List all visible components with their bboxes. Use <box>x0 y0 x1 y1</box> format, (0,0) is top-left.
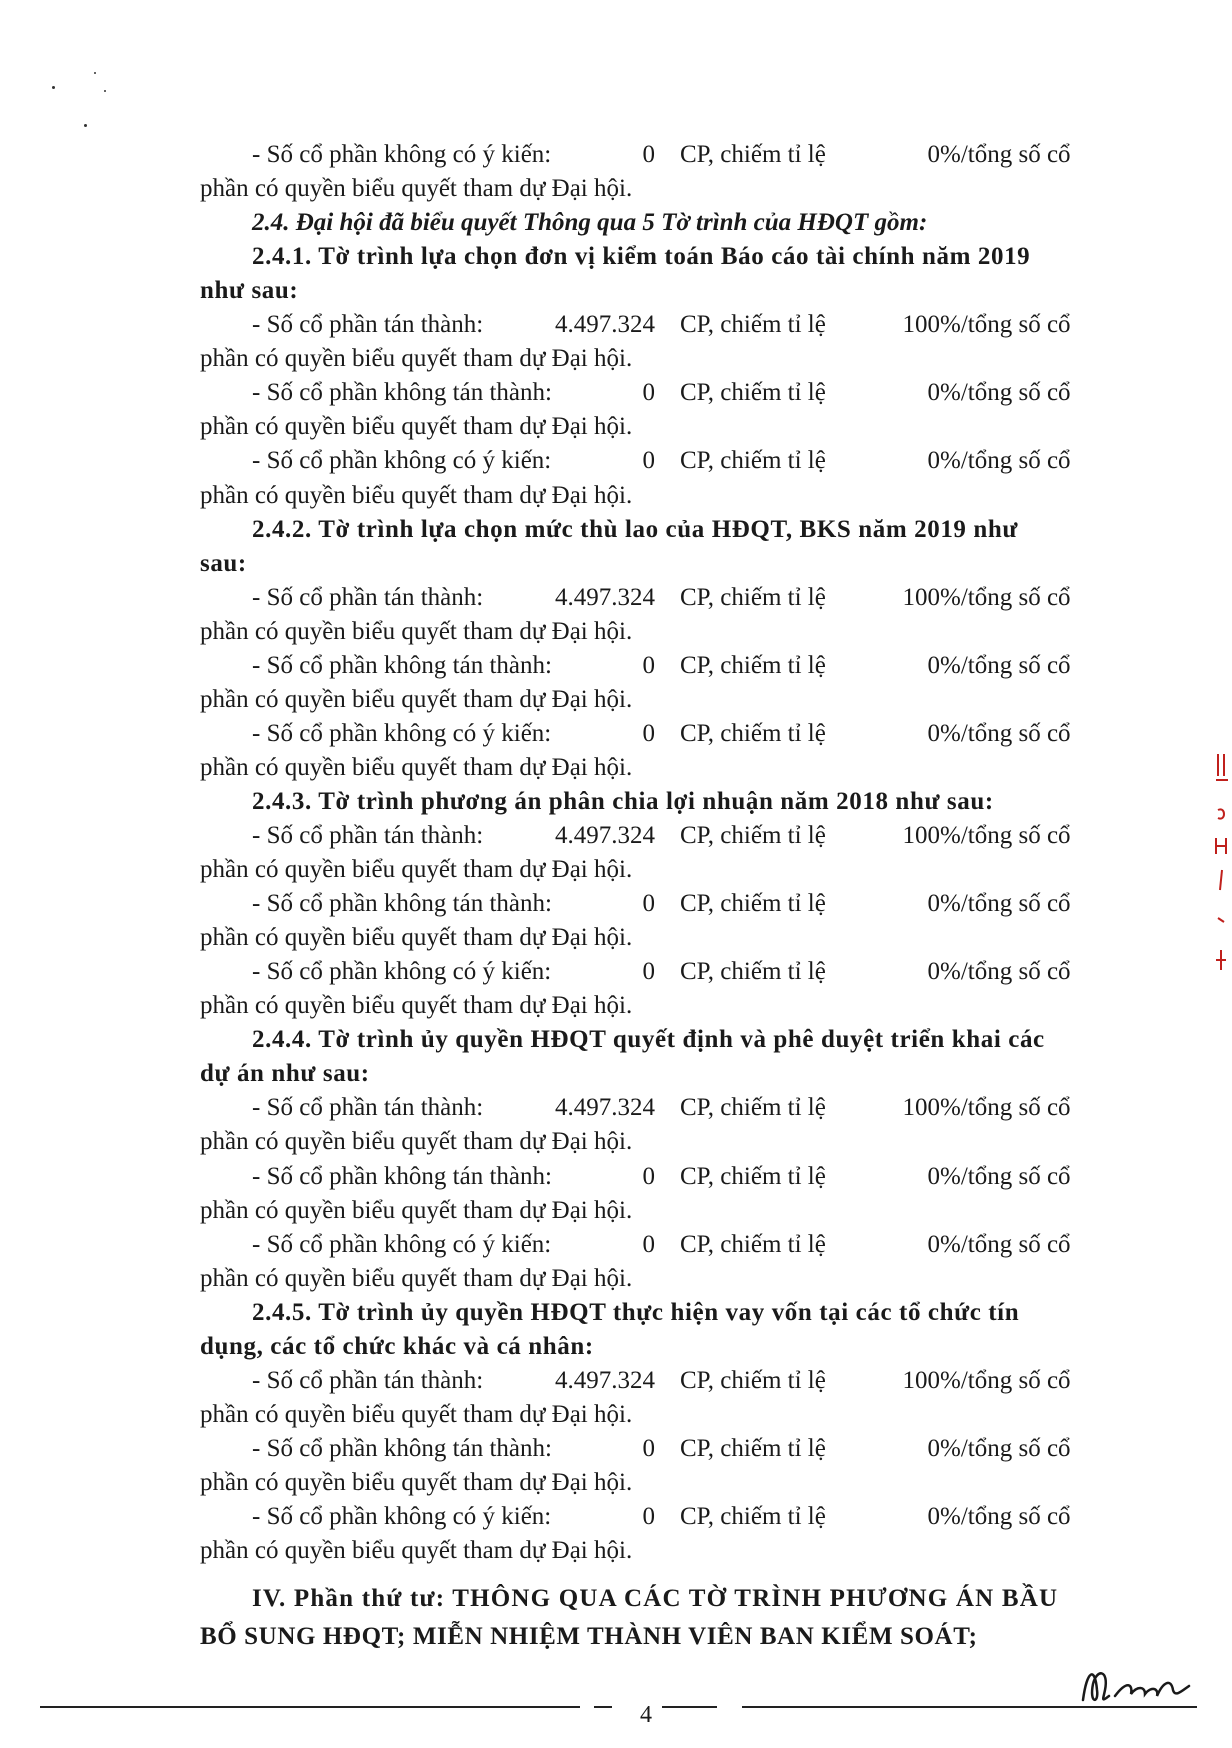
signature-icon <box>1075 1660 1195 1708</box>
vote-percent-suffix: %/tổng số cổ <box>940 379 1071 407</box>
vote-percent-suffix: %/tổng số cổ <box>940 1162 1071 1190</box>
vote-share-count: 4.497.324 <box>555 822 655 849</box>
vote-percent: 0 <box>927 1434 940 1462</box>
vote-percent-suffix: %/tổng số cổ <box>940 890 1071 918</box>
vote-stat-continuation: phần có quyền biểu quyết tham dự Đại hội. <box>200 345 633 373</box>
resolution-heading: 2.4.4. Tờ trình ủy quyền HĐQT quyết định và phê duyệt triển khai các <box>252 1026 1045 1054</box>
heading-continuation: sau: <box>200 549 247 577</box>
vote-cp-text: CP, chiếm tỉ lệ <box>680 719 826 747</box>
vote-percent: 0 <box>927 651 940 679</box>
vote-stat-continuation: phần có quyền biểu quyết tham dự Đại hội. <box>200 924 633 952</box>
vote-stat-continuation: phần có quyền biểu quyết tham dự Đại hội. <box>200 1128 633 1156</box>
vote-stat-label: - Số cổ phần không tán thành: <box>252 379 552 407</box>
vote-share-count: 0 <box>642 958 655 986</box>
vote-share-count: 0 <box>642 1230 655 1258</box>
vote-cp-text: CP, chiếm tỉ lệ <box>680 890 826 918</box>
vote-stat-continuation: phần có quyền biểu quyết tham dự Đại hội. <box>200 175 633 203</box>
vote-percent: 0 <box>927 141 940 168</box>
vote-stat-line <box>200 1228 1090 1262</box>
vote-stat-label: - Số cổ phần không tán thành: <box>252 1162 552 1190</box>
footer-rule <box>662 1706 717 1708</box>
vote-share-count: 0 <box>642 1434 655 1462</box>
vote-share-count: 0 <box>642 447 655 475</box>
heading-continuation: như sau: <box>200 277 299 305</box>
vote-stat-continuation: phần có quyền biểu quyết tham dự Đại hội. <box>200 1468 633 1496</box>
vote-stat-line <box>200 1500 1090 1534</box>
vote-cp-text: CP, chiếm tỉ lệ <box>680 1162 826 1190</box>
vote-stat-line <box>200 1432 1090 1466</box>
vote-share-count: 4.497.324 <box>555 583 655 611</box>
vote-share-count: 0 <box>642 890 655 918</box>
vote-stat-label: - Số cổ phần tán thành: <box>252 822 484 849</box>
vote-cp-text: CP, chiếm tỉ lệ <box>680 379 826 407</box>
vote-percent: 100 <box>902 311 940 339</box>
vote-share-count: 0 <box>642 379 655 407</box>
vote-stat-label: - Số cổ phần không tán thành: <box>252 890 552 918</box>
vote-percent-suffix: %/tổng số cổ <box>940 141 1071 168</box>
vote-cp-text: CP, chiếm tỉ lệ <box>680 1503 826 1530</box>
vote-share-count: 0 <box>642 1503 655 1530</box>
vote-stat-line <box>200 581 1090 615</box>
vote-percent: 100 <box>902 1366 940 1394</box>
vote-stat-continuation: phần có quyền biểu quyết tham dự Đại hội. <box>200 753 633 781</box>
vote-percent-suffix: %/tổng số cổ <box>940 1366 1071 1394</box>
vote-percent-suffix: %/tổng số cổ <box>940 822 1071 849</box>
stamp-fragment-icon <box>1212 750 1232 980</box>
vote-cp-text: CP, chiếm tỉ lệ <box>680 1094 826 1122</box>
heading-continuation: dự án như sau: <box>200 1060 370 1088</box>
vote-percent: 0 <box>927 1230 940 1258</box>
vote-cp-text: CP, chiếm tỉ lệ <box>680 1366 826 1394</box>
vote-stat-label: - Số cổ phần không có ý kiến: <box>252 141 552 168</box>
resolution-heading: 2.4.1. Tờ trình lựa chọn đơn vị kiểm toán Báo cáo tài chính năm 2019 <box>252 243 1031 271</box>
vote-share-count: 0 <box>642 651 655 679</box>
vote-stat-continuation: phần có quyền biểu quyết tham dự Đại hội. <box>200 1264 633 1292</box>
resolution-heading: 2.4.2. Tờ trình lựa chọn mức thù lao của HĐQT, BKS năm 2019 như <box>252 515 1018 543</box>
vote-percent: 0 <box>927 890 940 918</box>
heading-continuation: dụng, các tổ chức khác và cá nhân: <box>200 1332 594 1360</box>
vote-percent-suffix: %/tổng số cổ <box>940 1503 1071 1530</box>
vote-stat-label: - Số cổ phần không tán thành: <box>252 651 552 679</box>
vote-stat-line <box>200 1091 1090 1125</box>
vote-stat-line <box>200 649 1090 683</box>
vote-stat-line <box>200 1364 1090 1398</box>
vote-percent-suffix: %/tổng số cổ <box>940 1434 1071 1462</box>
vote-stat-continuation: phần có quyền biểu quyết tham dự Đại hội. <box>200 413 633 441</box>
vote-stat-continuation: phần có quyền biểu quyết tham dự Đại hội. <box>200 1400 633 1428</box>
vote-stat-label: - Số cổ phần không có ý kiến: <box>252 1503 552 1530</box>
resolution-heading: 2.4.3. Tờ trình phương án phân chia lợi nhuận năm 2018 như sau: <box>252 787 994 815</box>
vote-percent-suffix: %/tổng số cổ <box>940 651 1071 679</box>
vote-stat-label: - Số cổ phần tán thành: <box>252 1094 484 1122</box>
vote-stat-label: - Số cổ phần không có ý kiến: <box>252 719 552 747</box>
vote-cp-text: CP, chiếm tỉ lệ <box>680 1434 826 1462</box>
section-heading: 2.4. Đại hội đã biểu quyết Thông qua 5 Tờ trình của HĐQT gồm: <box>252 209 928 237</box>
footer-rule <box>40 1706 580 1708</box>
vote-stat-line <box>200 308 1090 342</box>
vote-cp-text: CP, chiếm tỉ lệ <box>680 447 826 475</box>
scan-speck <box>94 72 96 74</box>
vote-stat-line <box>200 955 1090 989</box>
vote-cp-text: CP, chiếm tỉ lệ <box>680 583 826 611</box>
vote-percent-suffix: %/tổng số cổ <box>940 311 1071 339</box>
page-number: 4 <box>640 1702 652 1728</box>
vote-share-count: 0 <box>642 719 655 747</box>
vote-stat-continuation: phần có quyền biểu quyết tham dự Đại hội. <box>200 1537 633 1565</box>
vote-percent: 0 <box>927 958 940 986</box>
vote-percent: 100 <box>902 1094 940 1122</box>
vote-share-count: 4.497.324 <box>555 1094 655 1122</box>
footer-rule <box>594 1706 612 1708</box>
vote-stat-line <box>200 819 1090 853</box>
vote-percent: 0 <box>927 447 940 475</box>
vote-stat-line <box>200 1160 1090 1194</box>
vote-percent-suffix: %/tổng số cổ <box>940 583 1071 611</box>
vote-stat-line <box>200 138 1090 172</box>
vote-percent: 0 <box>927 1503 940 1530</box>
vote-percent-suffix: %/tổng số cổ <box>940 1230 1071 1258</box>
vote-stat-continuation: phần có quyền biểu quyết tham dự Đại hội. <box>200 1196 633 1224</box>
vote-share-count: 4.497.324 <box>555 1366 655 1394</box>
vote-stat-line <box>200 887 1090 921</box>
vote-share-count: 0 <box>642 1162 655 1190</box>
vote-stat-label: - Số cổ phần không có ý kiến: <box>252 958 552 986</box>
vote-percent-suffix: %/tổng số cổ <box>940 447 1071 475</box>
vote-percent-suffix: %/tổng số cổ <box>940 958 1071 986</box>
vote-stat-line <box>200 376 1090 410</box>
vote-stat-line <box>200 444 1090 478</box>
vote-cp-text: CP, chiếm tỉ lệ <box>680 651 826 679</box>
vote-percent: 0 <box>927 719 940 747</box>
vote-cp-text: CP, chiếm tỉ lệ <box>680 311 826 339</box>
vote-percent: 0 <box>927 1162 940 1190</box>
vote-percent-suffix: %/tổng số cổ <box>940 719 1071 747</box>
scan-speck <box>52 86 55 89</box>
heading-continuation: BỔ SUNG HĐQT; MIỄN NHIỆM THÀNH VIÊN BAN KIỂM SOÁT; <box>200 1623 978 1651</box>
vote-percent: 100 <box>902 583 940 611</box>
vote-stat-label: - Số cổ phần không có ý kiến: <box>252 1230 552 1258</box>
vote-share-count: 0 <box>642 141 655 168</box>
vote-cp-text: CP, chiếm tỉ lệ <box>680 141 826 168</box>
vote-stat-label: - Số cổ phần tán thành: <box>252 583 484 611</box>
scan-speck <box>104 90 106 92</box>
vote-stat-continuation: phần có quyền biểu quyết tham dự Đại hội. <box>200 856 633 884</box>
vote-stat-continuation: phần có quyền biểu quyết tham dự Đại hội. <box>200 685 633 713</box>
vote-percent-suffix: %/tổng số cổ <box>940 1094 1071 1122</box>
vote-stat-continuation: phần có quyền biểu quyết tham dự Đại hội. <box>200 481 633 509</box>
vote-percent: 100 <box>902 822 940 849</box>
vote-cp-text: CP, chiếm tỉ lệ <box>680 1230 826 1258</box>
vote-share-count: 4.497.324 <box>555 311 655 339</box>
vote-percent: 0 <box>927 379 940 407</box>
vote-stat-continuation: phần có quyền biểu quyết tham dự Đại hội. <box>200 992 633 1020</box>
vote-cp-text: CP, chiếm tỉ lệ <box>680 822 826 849</box>
vote-stat-continuation: phần có quyền biểu quyết tham dự Đại hội. <box>200 617 633 645</box>
resolution-heading: 2.4.5. Tờ trình ủy quyền HĐQT thực hiện vay vốn tại các tổ chức tín <box>252 1298 1020 1326</box>
vote-cp-text: CP, chiếm tỉ lệ <box>680 958 826 986</box>
vote-stat-label: - Số cổ phần không tán thành: <box>252 1434 552 1462</box>
vote-stat-label: - Số cổ phần tán thành: <box>252 311 484 339</box>
vote-stat-label: - Số cổ phần không có ý kiến: <box>252 447 552 475</box>
part-heading: IV. Phần thứ tư: THÔNG QUA CÁC TỜ TRÌNH PHƯƠNG ÁN BẦU <box>252 1585 1059 1613</box>
vote-stat-label: - Số cổ phần tán thành: <box>252 1366 484 1394</box>
vote-stat-line <box>200 717 1090 751</box>
scan-speck <box>84 124 87 127</box>
